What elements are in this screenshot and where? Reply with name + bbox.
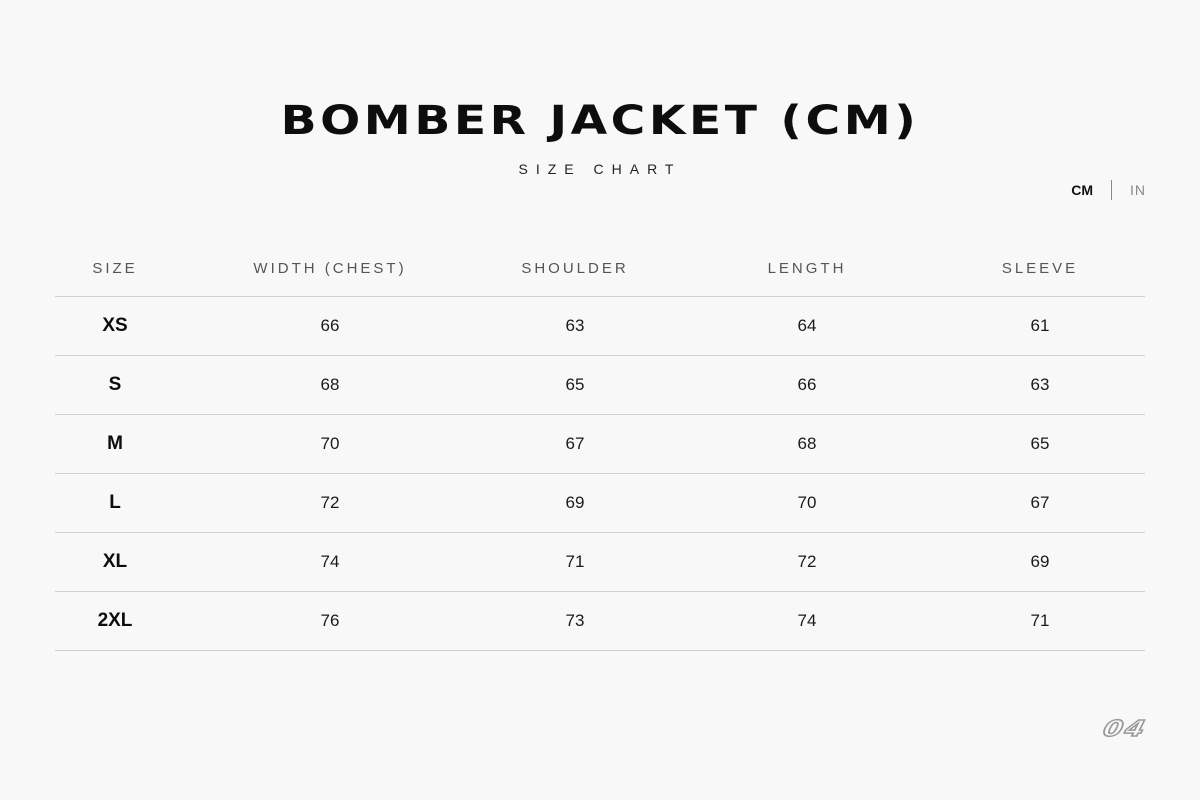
column-header-length: LENGTH [767,259,847,277]
size-cell: M [107,433,123,454]
table-row [55,415,1145,474]
length-cell: 72 [797,552,817,571]
size-cell: L [109,492,121,513]
sleeve-cell: 71 [1030,611,1050,630]
column-header-sleeve: SLEEVE [1001,259,1079,277]
shoulder-cell: 71 [565,552,585,571]
sleeve-cell: 61 [1030,316,1050,335]
unit-toggle [1071,180,1146,200]
sleeve-cell: 65 [1030,434,1050,453]
shoulder-cell: 73 [565,611,585,630]
width-cell: 70 [320,434,340,453]
page-number: 04 [1100,717,1151,742]
shoulder-cell: 65 [565,375,585,394]
width-cell: 66 [320,316,340,335]
column-header-width: WIDTH (CHEST) [253,259,407,277]
table-row [55,474,1145,533]
width-cell: 68 [320,375,340,394]
unit-in-option[interactable]: IN [1130,182,1146,198]
column-header-shoulder: SHOULDER [521,259,629,277]
width-cell: 74 [320,552,340,571]
size-cell: 2XL [97,610,133,631]
table-row [55,297,1145,356]
column-header-size: SIZE [92,259,138,277]
length-cell: 66 [797,375,817,394]
unit-divider [1111,180,1112,200]
table-row [55,356,1145,415]
page-subtitle: SIZE CHART [518,161,682,177]
length-cell: 68 [797,434,817,453]
table-row [55,592,1145,651]
shoulder-cell: 67 [565,434,585,453]
width-cell: 76 [320,611,340,630]
sleeve-cell: 67 [1030,493,1050,512]
table-header-row [55,240,1145,297]
length-cell: 64 [797,316,817,335]
sleeve-cell: 63 [1030,375,1050,394]
length-cell: 74 [797,611,817,630]
size-cell: XS [102,315,128,336]
unit-cm-option[interactable]: CM [1071,182,1093,198]
shoulder-cell: 69 [565,493,585,512]
width-cell: 72 [320,493,340,512]
table-row [55,533,1145,592]
shoulder-cell: 63 [565,316,585,335]
sleeve-cell: 69 [1030,552,1050,571]
page-title: BOMBER JACKET (CM) [280,98,920,144]
length-cell: 70 [797,493,817,512]
size-cell: S [108,374,122,395]
size-chart-table [55,240,1145,651]
size-cell: XL [102,551,128,572]
